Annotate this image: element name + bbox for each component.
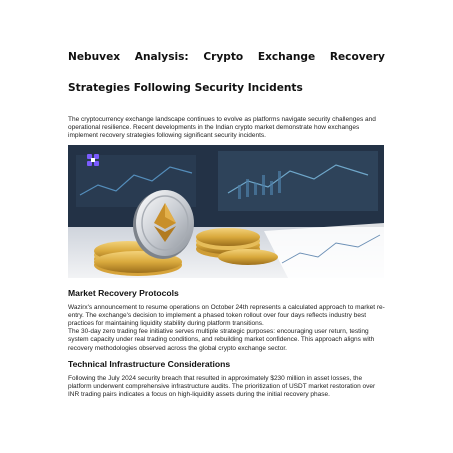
title-word: Recovery [329,51,385,63]
intro-paragraph: The cryptocurrency exchange landscape continues to evolve as platforms navigate security challenges and operational resilience. Recent developments in the Indian crypto market demonstrate how exchanges implement recovery strategies following significant security incidents. [68,116,376,140]
four-squares-logo-icon [86,153,100,167]
title-word: Exchange [257,51,316,63]
section-heading-market-recovery: Market Recovery Protocols [68,287,179,298]
title-line-2: Strategies Following Security Incidents [68,82,303,94]
title-word: Nebuvex [68,51,121,63]
title-line-1 [68,50,385,64]
section-paragraph: The 30-day zero trading fee initiative serves multiple strategic purposes: encouraging user return, testing system capacity under real trading conditions, and rebuilding market confidence. This approach aligns with recovery methodologies observed across the global crypto exchange sector. [68,328,375,352]
hero-image [68,145,384,278]
crypto-coins-illustration [68,145,384,278]
section-heading-technical-infrastructure: Technical Infrastructure Considerations [68,358,231,369]
section-paragraph: Following the July 2024 security breach that resulted in approximately $230 million in asset losses, the platform underwent comprehensive infrastructure audits. The prioritization of USDT market restoration over INR trading pairs indicates a focus on high-liquidity assets during the initial recovery phase. [68,374,376,399]
document-title [68,0,385,95]
title-word: Analysis: [134,51,189,63]
section-paragraph: Wazirx's announcement to resume operations on October 24th represents a calculated approach to market re-entry. The exchange's decision to implement a phased token rollout over four days reflects industry best practices for maintaining liquidity stability during platform transitions. [68,303,385,328]
title-word: Crypto [203,51,244,63]
